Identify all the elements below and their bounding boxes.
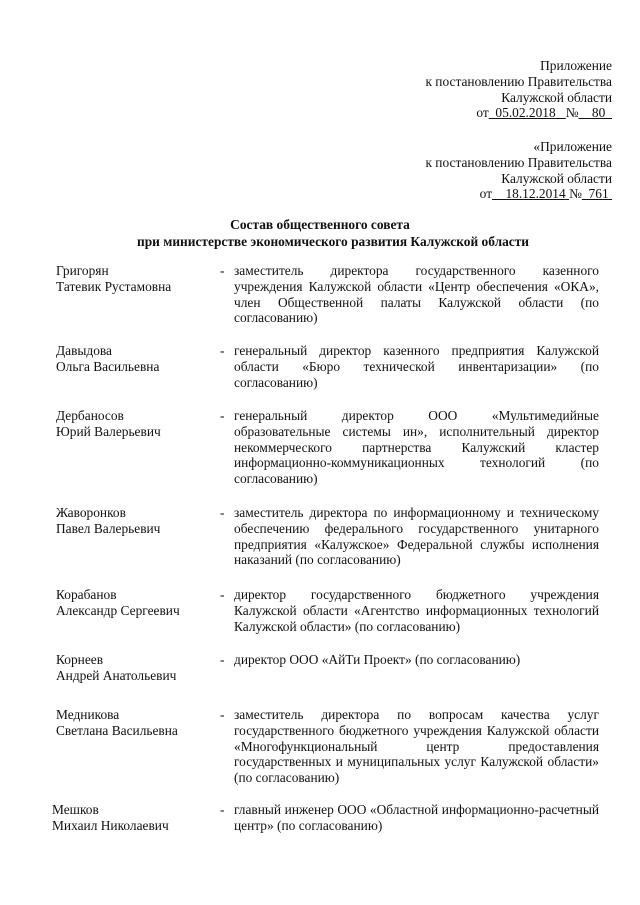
member-surname: Мешков xyxy=(52,802,99,817)
member-surname: Жаворонков xyxy=(56,505,126,520)
member-surname: Давыдова xyxy=(56,343,112,358)
stamp-region-line: Калужской области xyxy=(501,89,612,105)
stamp-date-line xyxy=(425,105,612,121)
member-surname: Дербаносов xyxy=(56,408,124,423)
member-position: заместитель директора по вопросам качества услуг государственного бюджетного учреждения Калужской области «Многофункциональный центр предоставления государственных и муниципальных услуг Калужской области» (по согласованию) xyxy=(234,707,599,786)
member-position: генеральный директор ООО «Мультимедийные образовательные системы ин», исполнительный директор некоммерческого партнерства Калужский кластер информационно-коммуникационных технологий (по согласованию) xyxy=(234,408,599,487)
member-position: главный инженер ООО «Областной информационно-расчетный центр» (по согласованию) xyxy=(234,802,599,833)
stamp-date-line xyxy=(425,186,612,202)
title-line-2: при министерстве экономического развития Калужской области xyxy=(136,234,530,249)
member-name xyxy=(56,652,231,684)
member-dash: - xyxy=(220,707,225,722)
member-given-names: Юрий Валерьевич xyxy=(56,423,161,439)
member-surname: Корабанов xyxy=(56,587,117,602)
member-surname: Медникова xyxy=(56,707,120,722)
stamp-date: 05.02.2018 xyxy=(495,105,556,121)
stamp-number: 80 xyxy=(591,105,606,121)
member-name xyxy=(56,587,231,619)
member-position: генеральный директор казенного предприятия Калужской области «Бюро технической инвентаризации» (по согласованию) xyxy=(234,343,599,390)
member-dash: - xyxy=(220,802,225,817)
stamp-number-prefix: № xyxy=(565,105,579,121)
member-surname: Корнеев xyxy=(56,652,104,667)
member-position: директор ООО «АйТи Проект» (по согласованию) xyxy=(234,652,521,667)
member-dash: - xyxy=(220,408,225,423)
member-given-names: Ольга Васильевна xyxy=(56,358,160,374)
member-given-names: Андрей Анатольевич xyxy=(56,667,177,683)
member-name xyxy=(56,408,231,440)
member-surname: Григорян xyxy=(56,263,109,278)
member-dash: - xyxy=(220,652,225,667)
stamp-decree-line: к постановлению Правительства xyxy=(425,154,612,170)
member-given-names: Павел Валерьевич xyxy=(56,520,161,536)
member-given-names: Татевик Рустамовна xyxy=(56,278,172,294)
stamp-title: Приложение xyxy=(540,58,612,73)
stamp-date-prefix: от xyxy=(479,186,493,202)
member-name xyxy=(56,707,231,739)
stamp-region-line: Калужской области xyxy=(501,170,612,186)
member-given-names: Александр Сергеевич xyxy=(56,602,180,618)
member-dash: - xyxy=(220,263,225,278)
stamp-date: 18.12.2014 xyxy=(505,186,566,202)
member-position: директор государственного бюджетного учреждения Калужской области «Агентство информационных технологий Калужской области» (по согласованию) xyxy=(234,587,599,634)
member-dash: - xyxy=(220,587,225,602)
member-given-names: Михаил Николаевич xyxy=(52,817,169,833)
document-title xyxy=(0,216,640,250)
stamp-date-prefix: от xyxy=(476,105,489,121)
member-given-names: Светлана Васильевна xyxy=(56,722,178,738)
member-position: заместитель директора государственного казенного учреждения Калужской области «Центр обеспечения «ОКА», член Общественной палаты Калужской области (по согласованию) xyxy=(234,263,599,326)
member-name xyxy=(56,505,231,537)
member-position: заместитель директора по информационному и техническому обеспечению федерального государственного унитарного предприятия «Калужское» Федеральной службы исполнения наказаний (по согласованию) xyxy=(234,505,599,568)
stamp-number: 761 xyxy=(588,186,609,202)
appendix-stamp-original xyxy=(425,139,612,202)
member-name xyxy=(56,263,231,295)
member-name xyxy=(52,802,227,834)
member-dash: - xyxy=(220,343,225,358)
member-dash: - xyxy=(220,505,225,520)
stamp-number-prefix: № xyxy=(569,186,582,202)
title-line-1: Состав общественного совета xyxy=(230,217,410,232)
member-name xyxy=(56,343,231,375)
stamp-decree-line: к постановлению Правительства xyxy=(425,73,612,89)
stamp-title: «Приложение xyxy=(533,139,612,154)
appendix-stamp-current xyxy=(425,58,612,121)
